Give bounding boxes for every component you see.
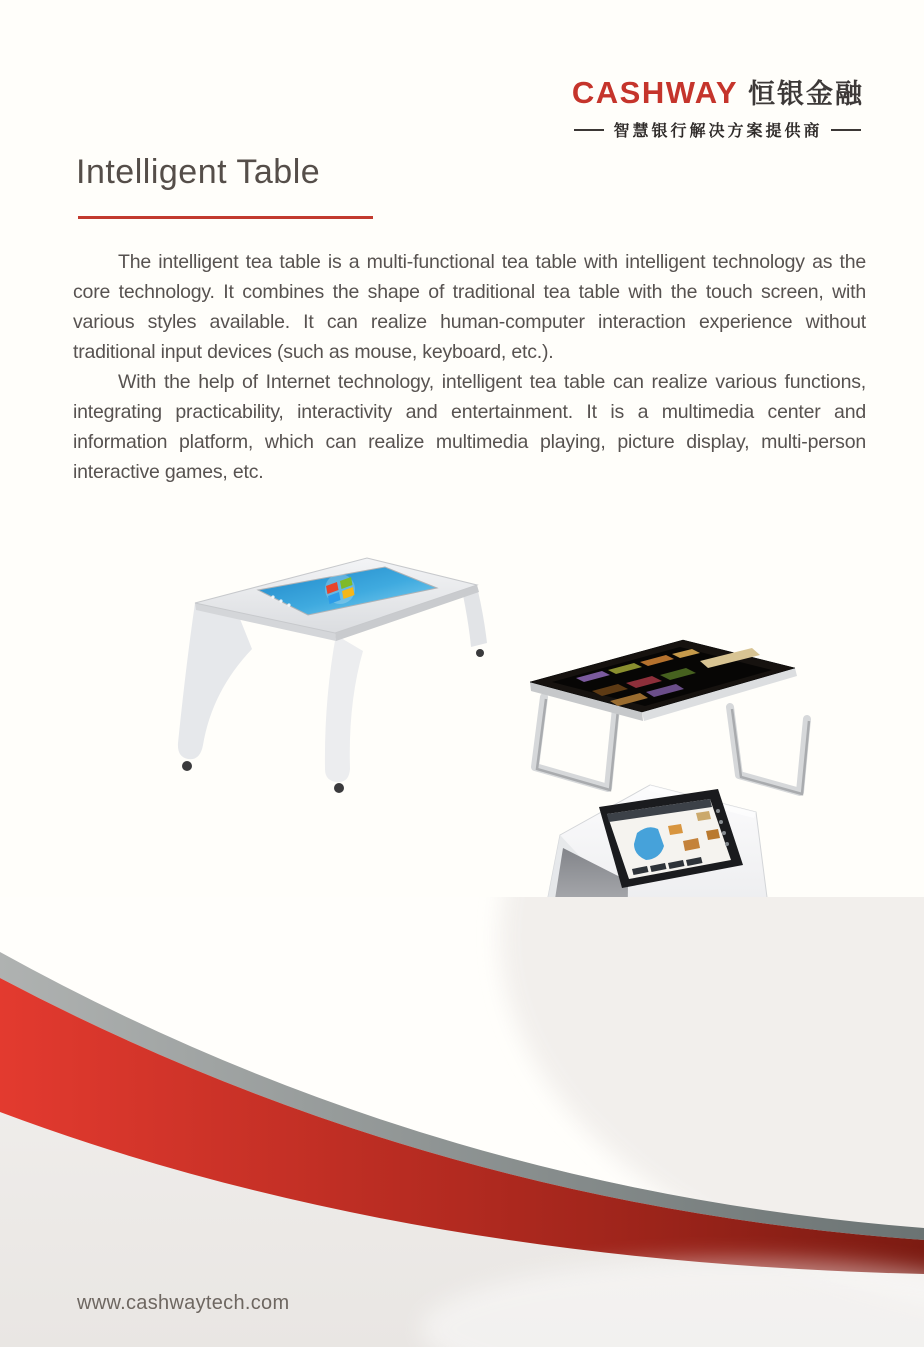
product-image-black-table	[530, 640, 809, 794]
intro-paragraph-2: With the help of Internet technology, intelligent tea table can realize various functions, integrating practicability, interactivity and entertainment. It is a multimedia center and information platform, which can realize multimedia playing, picture display, multi-person interactive games, etc.	[73, 371, 866, 483]
intro-paragraph-1: The intelligent tea table is a multi-functional tea table with intelligent technology as the core technology. It combines the shape of traditional tea table with the touch screen, with various styles available. It can realize human-computer interaction experience without traditional input devices (such as mouse, keyboard, etc.).	[73, 251, 866, 363]
footer-website: www.cashwaytech.com	[77, 1292, 290, 1314]
header-logo	[572, 72, 864, 141]
tagline-dash-left-icon	[574, 129, 604, 131]
logo-tagline	[572, 118, 864, 141]
page-title: Intelligent Table	[76, 153, 321, 191]
tagline-text: 智慧银行解决方案提供商	[613, 121, 823, 140]
product-image-white-table	[178, 558, 487, 793]
tagline-dash-right-icon	[831, 129, 861, 131]
title-underline	[78, 216, 373, 219]
brand-wordmark-cn: 恒银金融	[748, 79, 864, 110]
intro-text	[73, 247, 866, 487]
brand-row	[572, 72, 864, 111]
bottom-swoosh-decoration	[0, 897, 924, 1347]
windows-flag-icon	[325, 574, 355, 604]
brand-wordmark: CASHWAY	[571, 75, 738, 110]
